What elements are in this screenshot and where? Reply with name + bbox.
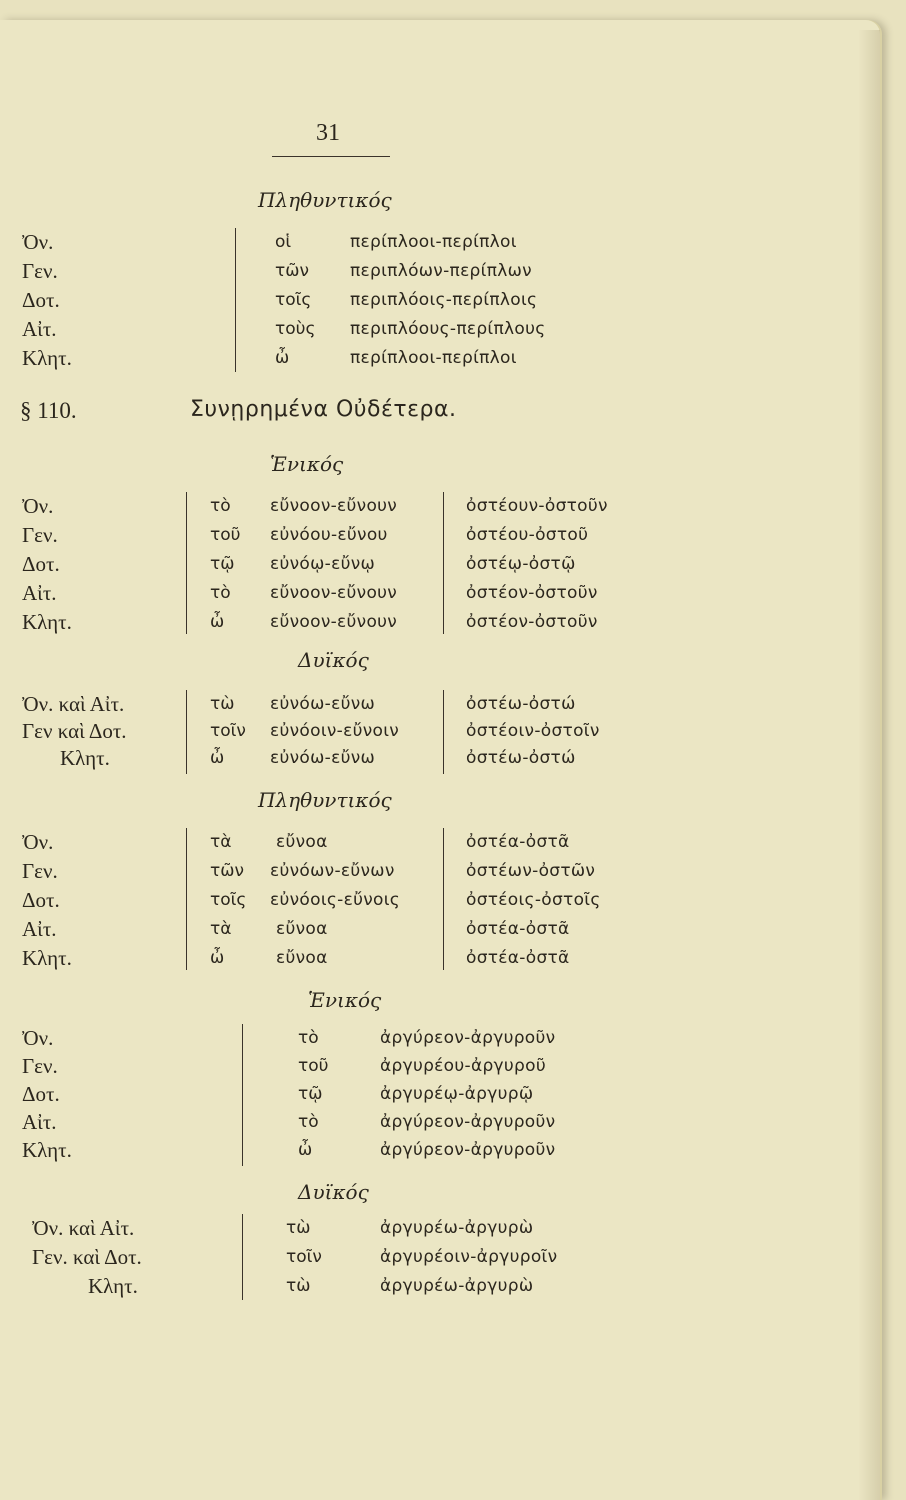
- article: ὦ: [298, 1140, 313, 1160]
- block2-divider-left: [186, 492, 187, 634]
- article: τὸ: [298, 1112, 319, 1132]
- form: περιπλόους-περίπλους: [350, 319, 546, 339]
- form: ἀργυρέω-ἀργυρὼ: [380, 1218, 534, 1238]
- article: τὰ: [210, 832, 232, 852]
- case-label: Κλητ.: [60, 746, 110, 770]
- form-eunous: εὐνόων-εὔνων: [270, 861, 395, 881]
- form: περιπλόων-περίπλων: [350, 261, 532, 281]
- article: ὦ: [210, 612, 225, 632]
- block1-heading: Πληθυντικός: [258, 188, 392, 212]
- case-label: Κλητ.: [22, 346, 72, 370]
- case-label: Ὀν. καὶ Αἰτ.: [22, 692, 125, 716]
- form: ἀργύρεον-ἀργυροῦν: [380, 1028, 556, 1048]
- case-label: Αἰτ.: [22, 581, 57, 605]
- article: τὸ: [210, 583, 231, 603]
- form-eunous: εὐνόου-εὔνου: [270, 525, 388, 545]
- article: οἱ: [275, 232, 292, 252]
- article: τοῖς: [275, 290, 312, 310]
- form-osteon: ὀστέων-ὀστῶν: [466, 861, 596, 881]
- form-osteon: ὀστέουν-ὀστοῦν: [466, 496, 608, 516]
- form-osteon: ὀστέα-ὀστᾶ: [466, 832, 570, 852]
- article: ὦ: [210, 748, 225, 768]
- form-osteon: ὀστέω-ὀστώ: [466, 694, 576, 714]
- article: ὦ: [275, 348, 290, 368]
- article: τοῖν: [286, 1247, 322, 1267]
- article: τοῦ: [298, 1056, 329, 1076]
- article: τῷ: [298, 1084, 323, 1104]
- case-label: Κλητ.: [88, 1274, 138, 1298]
- article: τοῦ: [210, 525, 241, 545]
- form-osteon: ὀστέα-ὀστᾶ: [466, 948, 570, 968]
- case-label: Γεν.: [22, 859, 58, 883]
- block6-divider: [242, 1214, 243, 1300]
- form-eunous: εὔνοον-εὔνουν: [270, 612, 398, 632]
- form-eunous: εὐνόοις-εὔνοις: [270, 890, 401, 910]
- block5-divider: [242, 1024, 243, 1166]
- form-osteon: ὀστέοις-ὀστοῖς: [466, 890, 601, 910]
- article: ὦ: [210, 948, 225, 968]
- page-number: 31: [316, 120, 340, 146]
- block4-divider-left: [186, 828, 187, 970]
- form: ἀργυρέου-ἀργυροῦ: [380, 1056, 546, 1076]
- form-eunous: εὐνόω-εὔνω: [270, 748, 376, 768]
- case-label: Δοτ.: [22, 1082, 60, 1106]
- form-eunous: εὐνόῳ-εὔνῳ: [270, 554, 376, 574]
- form: ἀργυρέω-ἀργυρὼ: [380, 1276, 534, 1296]
- case-label: Γεν.: [22, 523, 58, 547]
- case-label: Γεν.: [22, 259, 58, 283]
- form: περίπλοοι-περίπλοι: [350, 232, 517, 252]
- section-number: § 110.: [20, 398, 77, 423]
- case-label: Δοτ.: [22, 288, 60, 312]
- form-osteon: ὀστέον-ὀστοῦν: [466, 612, 598, 632]
- block6-heading: Δυϊκός: [298, 1180, 369, 1204]
- article: τοῖς: [210, 890, 247, 910]
- form-osteon: ὀστέοιν-ὀστοῖν: [466, 721, 600, 741]
- case-label: Ὀν.: [22, 1026, 54, 1050]
- form-osteon: ὀστέῳ-ὀστῷ: [466, 554, 576, 574]
- form-eunous: εὔνοον-εὔνουν: [270, 583, 398, 603]
- case-label: Ὀν.: [22, 230, 54, 254]
- page-number-rule: [272, 156, 390, 157]
- case-label: Αἰτ.: [22, 317, 57, 341]
- form-osteon: ὀστέω-ὀστώ: [466, 748, 576, 768]
- form-osteon: ὀστέα-ὀστᾶ: [466, 919, 570, 939]
- article: τῷ: [210, 554, 235, 574]
- case-label: Δοτ.: [22, 888, 60, 912]
- article: τοῖν: [210, 721, 246, 741]
- case-label: Κλητ.: [22, 946, 72, 970]
- form-eunous: εὐνόοιν-εὔνοιν: [270, 721, 400, 741]
- block3-divider-left: [186, 690, 187, 774]
- form: ἀργύρεον-ἀργυροῦν: [380, 1112, 556, 1132]
- case-label: Αἰτ.: [22, 1110, 57, 1134]
- block5-heading: Ἑνικός: [308, 988, 382, 1012]
- block2-heading: Ἑνικός: [270, 452, 344, 476]
- form: ἀργυρέοιν-ἀργυροῖν: [380, 1247, 558, 1267]
- form-eunous: εὔνοα: [276, 919, 328, 939]
- case-label: Γεν. καὶ Δοτ.: [32, 1245, 142, 1269]
- article: τὸ: [210, 496, 231, 516]
- article: τῶν: [210, 861, 244, 881]
- case-label: Ὀν.: [22, 494, 54, 518]
- case-label: Κλητ.: [22, 1138, 72, 1162]
- case-label: Ὀν. καὶ Αἰτ.: [32, 1216, 135, 1240]
- form-eunous: εὔνοον-εὔνουν: [270, 496, 398, 516]
- case-label: Γεν καὶ Δοτ.: [22, 719, 127, 743]
- case-label: Αἰτ.: [22, 917, 57, 941]
- form: ἀργυρέῳ-ἀργυρῷ: [380, 1084, 534, 1104]
- form-eunous: εὔνοα: [276, 832, 328, 852]
- case-label: Ὀν.: [22, 830, 54, 854]
- section-title: Συνῃρημένα Οὐδέτερα.: [190, 397, 457, 422]
- article: τοὺς: [275, 319, 316, 339]
- article: τῶν: [275, 261, 309, 281]
- article: τὼ: [210, 694, 235, 714]
- article: τὰ: [210, 919, 232, 939]
- case-label: Κλητ.: [22, 610, 72, 634]
- page-edge-shadow: [858, 30, 880, 1500]
- form-eunous: εὐνόω-εὔνω: [270, 694, 376, 714]
- article: τὼ: [286, 1276, 311, 1296]
- form-eunous: εὔνοα: [276, 948, 328, 968]
- block3-heading: Δυϊκός: [298, 648, 369, 672]
- block2-divider-right: [443, 492, 444, 634]
- article: τὸ: [298, 1028, 319, 1048]
- form: περίπλοοι-περίπλοι: [350, 348, 517, 368]
- form-osteon: ὀστέον-ὀστοῦν: [466, 583, 598, 603]
- block1-divider: [235, 228, 236, 372]
- block3-divider-right: [443, 690, 444, 774]
- block4-heading: Πληθυντικός: [258, 788, 392, 812]
- case-label: Δοτ.: [22, 552, 60, 576]
- case-label: Γεν.: [22, 1054, 58, 1078]
- article: τὼ: [286, 1218, 311, 1238]
- form-osteon: ὀστέου-ὀστοῦ: [466, 525, 589, 545]
- form: ἀργύρεον-ἀργυροῦν: [380, 1140, 556, 1160]
- form: περιπλόοις-περίπλοις: [350, 290, 538, 310]
- block4-divider-right: [443, 828, 444, 970]
